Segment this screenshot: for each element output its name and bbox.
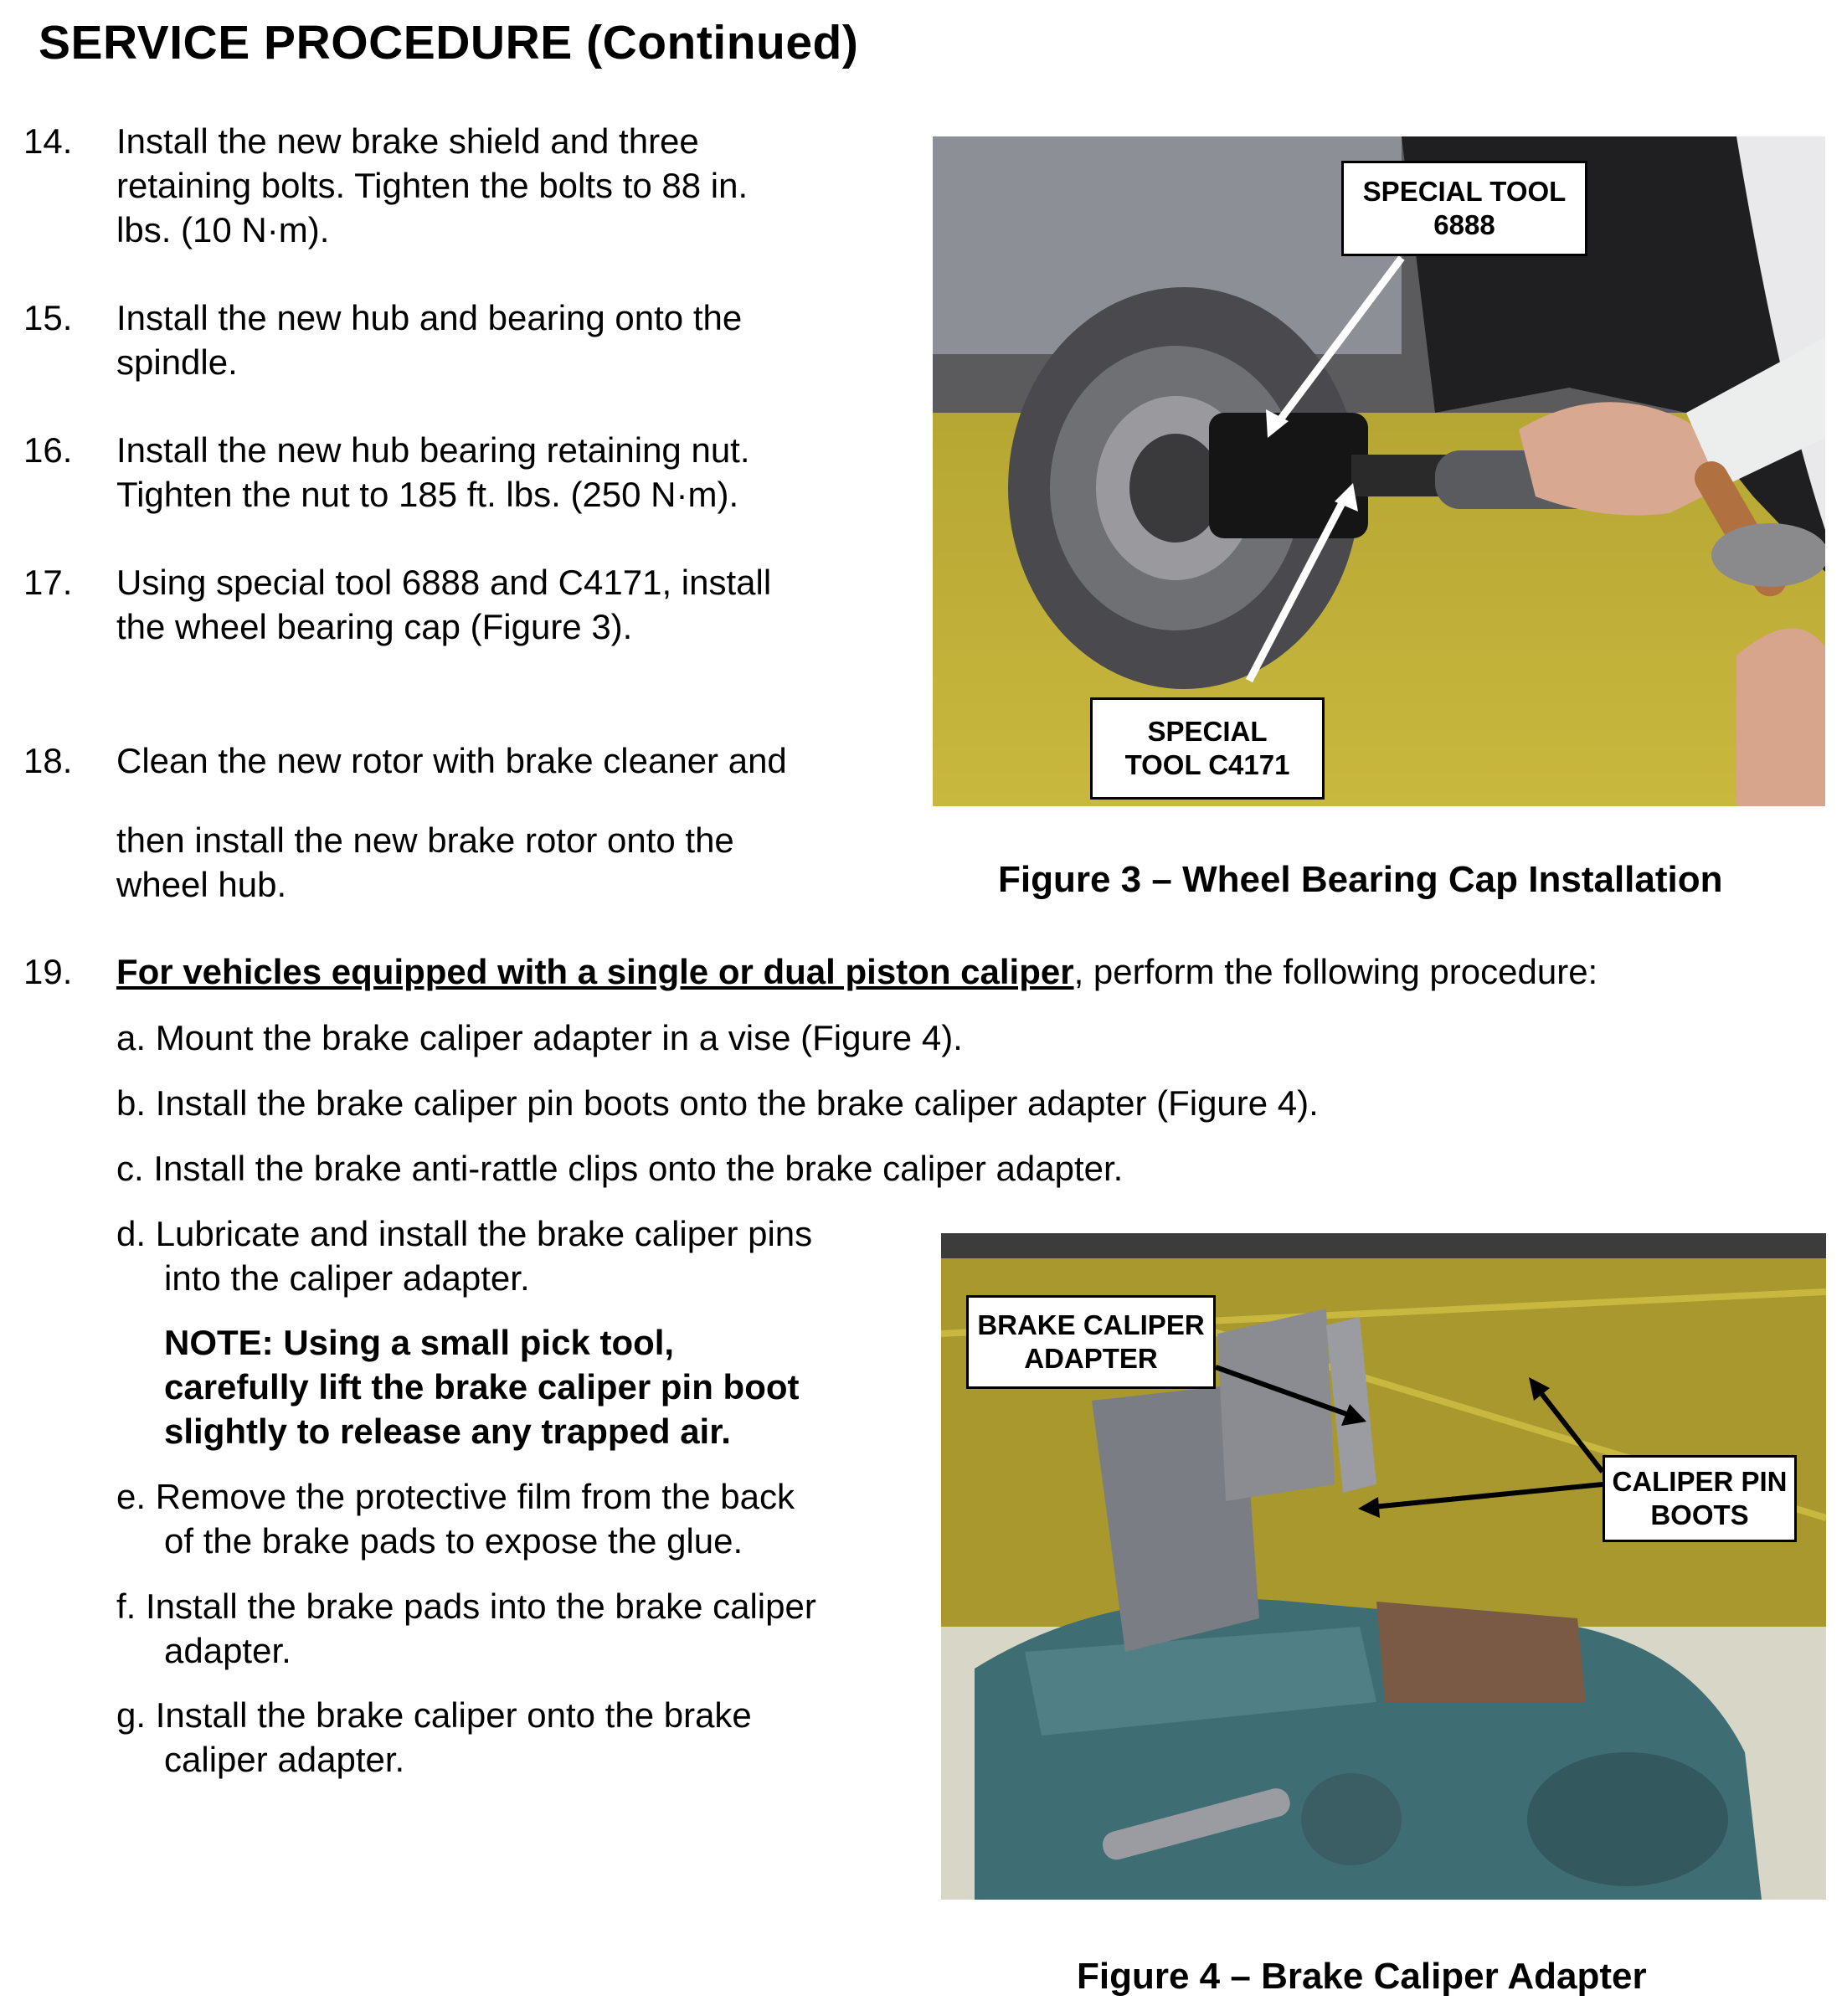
arrow-to-lower-boot <box>1373 1484 1603 1507</box>
step-line: spindle. <box>116 342 238 382</box>
note-line-2: carefully lift the brake caliper pin boot <box>164 1367 800 1407</box>
substep-f-line-2: adapter. <box>164 1631 291 1670</box>
page-title: SERVICE PROCEDURE (Continued) <box>39 16 859 69</box>
figure-4-caption: Figure 4 – Brake Caliper Adapter <box>1077 1956 1647 1997</box>
callout-line: TOOL C4171 <box>1124 749 1290 780</box>
substep-a: a. Mount the brake caliper adapter in a vise (Figure 4). <box>116 1018 963 1057</box>
step-line: retaining bolts. Tighten the bolts to 88 in. <box>116 166 749 205</box>
step-19-lead-underlined: For vehicles equipped with a single or dual piston caliper <box>116 952 1074 991</box>
step-line: wheel hub. <box>116 865 287 904</box>
step-line: Clean the new rotor with brake cleaner and <box>116 741 787 780</box>
arrow-to-tool-6888 <box>1276 258 1402 425</box>
arrow-to-upper-boot <box>1537 1388 1603 1472</box>
step-line: Install the new hub bearing retaining nut. <box>116 430 750 470</box>
callout-line: BOOTS <box>1650 1499 1749 1530</box>
callout-line: SPECIAL TOOL <box>1362 176 1567 207</box>
step-number: 14. <box>23 121 73 161</box>
callout-caliper-pin-boots <box>1603 1455 1797 1542</box>
step-line: the wheel bearing cap (Figure 3). <box>116 607 633 646</box>
step-15 <box>0 296 904 388</box>
step-17 <box>0 560 904 652</box>
callout-line: SPECIAL <box>1147 716 1268 747</box>
arrow-to-tool-c4171 <box>1249 496 1345 681</box>
step-line: Tighten the nut to 185 ft. lbs. (250 N·m). <box>116 475 739 514</box>
substep-d-line-1: d. Lubricate and install the brake caliper pins <box>116 1214 813 1253</box>
callout-special-tool-c4171 <box>1090 697 1325 800</box>
substep-e-line-2: of the brake pads to expose the glue. <box>164 1521 743 1561</box>
step-number: 15. <box>23 298 73 337</box>
step-line: then install the new brake rotor onto the <box>116 820 734 860</box>
callout-special-tool-6888 <box>1341 161 1587 256</box>
step-16 <box>0 428 904 520</box>
callout-line: BRAKE CALIPER <box>977 1309 1205 1340</box>
step-19 <box>0 949 1825 1000</box>
step-number: 16. <box>23 430 73 470</box>
substep-g-line-2: caliper adapter. <box>164 1740 405 1779</box>
substep-b: b. Install the brake caliper pin boots onto the brake caliper adapter (Figure 4). <box>116 1083 1319 1123</box>
callout-line: CALIPER PIN <box>1612 1466 1788 1497</box>
step-19-lead <box>116 949 1597 994</box>
callout-line: 6888 <box>1433 209 1495 240</box>
note-line-1: NOTE: Using a small pick tool, <box>164 1323 675 1362</box>
substep-d-line-2: into the caliper adapter. <box>164 1258 530 1298</box>
step-number: 18. <box>23 741 73 780</box>
step-line: lbs. (10 N·m). <box>116 210 330 249</box>
arrow-to-adapter <box>1216 1367 1351 1416</box>
substep-f-line-1: f. Install the brake pads into the brake caliper <box>116 1587 816 1626</box>
substep-g-line-1: g. Install the brake caliper onto the brake <box>116 1695 752 1735</box>
step-line: Install the new brake shield and three <box>116 121 699 161</box>
step-number: 17. <box>23 563 73 602</box>
substep-e-line-1: e. Remove the protective film from the back <box>116 1477 795 1516</box>
callout-line: ADAPTER <box>1024 1343 1158 1374</box>
callout-brake-caliper-adapter <box>966 1295 1216 1389</box>
step-number: 19. <box>23 952 73 991</box>
arrow-head <box>1358 1497 1380 1518</box>
step-18 <box>0 738 904 906</box>
step-19-lead-rest: , perform the following procedure: <box>1073 952 1598 991</box>
note-line-3: slightly to release any trapped air. <box>164 1412 731 1451</box>
step-line: Using special tool 6888 and C4171, install <box>116 563 772 602</box>
figure-3-caption: Figure 3 – Wheel Bearing Cap Installation <box>998 859 1723 900</box>
substep-c: c. Install the brake anti-rattle clips onto the brake caliper adapter. <box>116 1149 1124 1188</box>
step-14 <box>0 119 904 253</box>
step-line: Install the new hub and bearing onto the <box>116 298 743 337</box>
